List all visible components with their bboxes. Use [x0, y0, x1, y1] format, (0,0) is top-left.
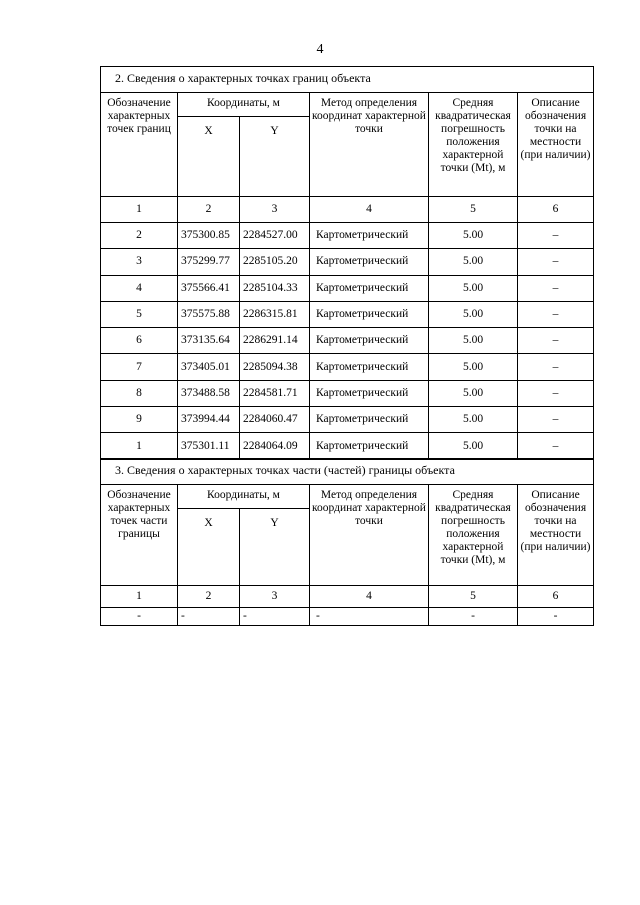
header-description: Описание обозначения точки на местности (при наличии) — [518, 93, 594, 197]
coord-x: 375300.85 — [178, 223, 240, 249]
coord-x: 373135.64 — [178, 328, 240, 354]
coord-y: 2286315.81 — [240, 301, 310, 327]
table-row — [101, 328, 594, 354]
accuracy-value: 5.00 — [429, 249, 518, 275]
header-method: Метод определения координат характерной точки — [310, 93, 429, 197]
coord-y: 2284527.00 — [240, 223, 310, 249]
table-row — [101, 608, 594, 626]
description-value: – — [518, 275, 594, 301]
column-number: 2 — [178, 586, 240, 608]
header-description: Описание обозначения точки на местности (при наличии) — [518, 485, 594, 586]
page-number: 4 — [316, 42, 324, 57]
method: - — [310, 608, 429, 626]
table-row — [101, 433, 594, 459]
coord-x: 375299.77 — [178, 249, 240, 275]
coord-y: 2285105.20 — [240, 249, 310, 275]
table-row — [101, 407, 594, 433]
coord-y: 2284581.71 — [240, 380, 310, 406]
header-point: Обозначение характерных точек части границы — [101, 485, 178, 586]
description-value: – — [518, 354, 594, 380]
header-y: Y — [240, 509, 310, 586]
table-row — [101, 223, 594, 249]
description-value: – — [518, 223, 594, 249]
coord-x: 373488.58 — [178, 380, 240, 406]
boundary-points-table — [100, 66, 594, 460]
point-id: 6 — [101, 328, 178, 354]
accuracy-value: 5.00 — [429, 354, 518, 380]
coord-x: 373405.01 — [178, 354, 240, 380]
accuracy-value: 5.00 — [429, 328, 518, 354]
method: Картометрический — [310, 223, 429, 249]
column-number: 5 — [429, 586, 518, 608]
coord-y: 2285104.33 — [240, 275, 310, 301]
table-row — [101, 249, 594, 275]
point-id: 5 — [101, 301, 178, 327]
column-number: 5 — [429, 197, 518, 223]
method: Картометрический — [310, 354, 429, 380]
coord-x: 375566.41 — [178, 275, 240, 301]
table-row — [101, 380, 594, 406]
coord-y: 2286291.14 — [240, 328, 310, 354]
header-x: X — [178, 117, 240, 197]
point-id: 4 — [101, 275, 178, 301]
description-value: – — [518, 249, 594, 275]
coord-y: 2284064.09 — [240, 433, 310, 459]
point-id: - — [101, 608, 178, 626]
coord-y: - — [240, 608, 310, 626]
description-value: – — [518, 380, 594, 406]
header-method: Метод определения координат характерной точки — [310, 485, 429, 586]
method: Картометрический — [310, 328, 429, 354]
point-id: 9 — [101, 407, 178, 433]
accuracy-value: 5.00 — [429, 380, 518, 406]
accuracy-value: 5.00 — [429, 301, 518, 327]
header-x: X — [178, 509, 240, 586]
table-row — [101, 275, 594, 301]
point-id: 2 — [101, 223, 178, 249]
coord-x: 375301.11 — [178, 433, 240, 459]
description-value: – — [518, 301, 594, 327]
column-number: 4 — [310, 197, 429, 223]
column-number: 3 — [240, 586, 310, 608]
part-boundary-points-table — [100, 458, 594, 626]
description-value: – — [518, 407, 594, 433]
coord-x: - — [178, 608, 240, 626]
method: Картометрический — [310, 275, 429, 301]
coord-x: 373994.44 — [178, 407, 240, 433]
column-number: 6 — [518, 197, 594, 223]
description-value: - — [518, 608, 594, 626]
column-number: 4 — [310, 586, 429, 608]
section-title: 2. Сведения о характерных точках границ объекта — [101, 67, 594, 93]
point-id: 1 — [101, 433, 178, 459]
accuracy-value: 5.00 — [429, 223, 518, 249]
accuracy-value: 5.00 — [429, 407, 518, 433]
coord-y: 2284060.47 — [240, 407, 310, 433]
point-id: 8 — [101, 380, 178, 406]
method: Картометрический — [310, 380, 429, 406]
method: Картометрический — [310, 301, 429, 327]
section-title: 3. Сведения о характерных точках части (частей) границы объекта — [101, 459, 594, 485]
accuracy-value: 5.00 — [429, 275, 518, 301]
description-value: – — [518, 328, 594, 354]
table-row — [101, 301, 594, 327]
header-y: Y — [240, 117, 310, 197]
table-row — [101, 354, 594, 380]
column-number: 6 — [518, 586, 594, 608]
column-number: 1 — [101, 197, 178, 223]
point-id: 3 — [101, 249, 178, 275]
header-coords: Координаты, м — [178, 93, 310, 117]
header-coords: Координаты, м — [178, 485, 310, 509]
accuracy-value: - — [429, 608, 518, 626]
column-number: 2 — [178, 197, 240, 223]
column-number: 1 — [101, 586, 178, 608]
header-accuracy: Средняя квадратическая погрешность положения характерной точки (Mt), м — [429, 485, 518, 586]
description-value: – — [518, 433, 594, 459]
method: Картометрический — [310, 249, 429, 275]
accuracy-value: 5.00 — [429, 433, 518, 459]
column-number: 3 — [240, 197, 310, 223]
point-id: 7 — [101, 354, 178, 380]
coord-x: 375575.88 — [178, 301, 240, 327]
method: Картометрический — [310, 433, 429, 459]
coord-y: 2285094.38 — [240, 354, 310, 380]
header-point: Обозначение характерных точек границ — [101, 93, 178, 197]
method: Картометрический — [310, 407, 429, 433]
header-accuracy: Средняя квадратическая погрешность положения характерной точки (Mt), м — [429, 93, 518, 197]
